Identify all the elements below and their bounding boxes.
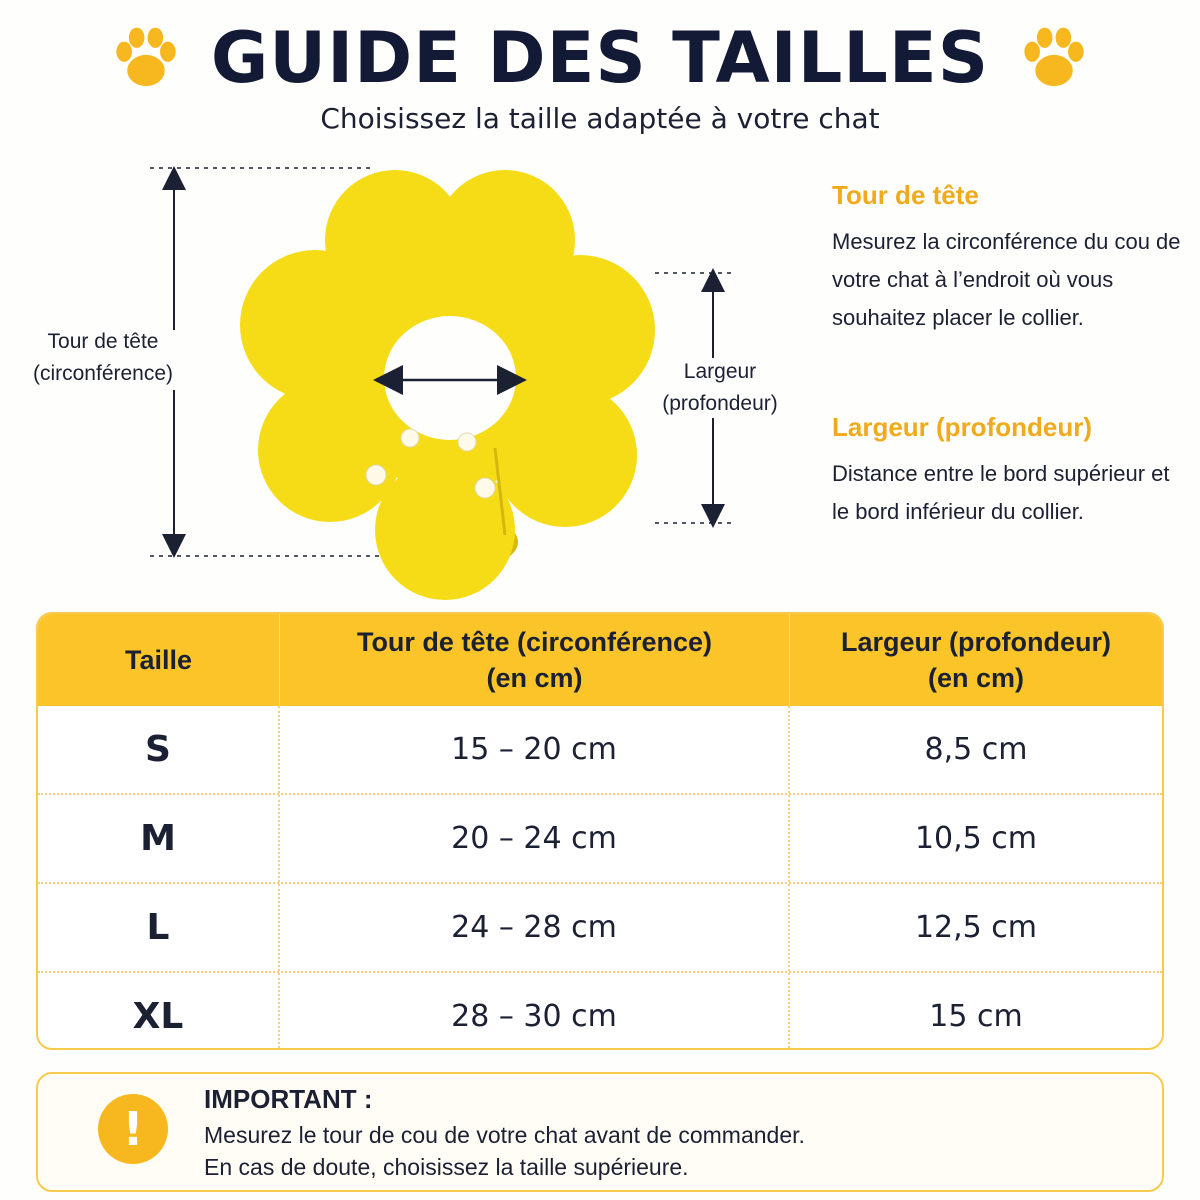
size-cell: XL <box>38 973 280 1050</box>
header-width: Largeur (profondeur) (en cm) <box>841 627 1111 693</box>
header-size: Taille <box>38 614 280 706</box>
description-title: Tour de tête <box>832 180 979 210</box>
width-cell: 10,5 cm <box>914 821 1038 856</box>
size-cell: L <box>38 884 280 971</box>
description-text: Distance entre le bord supérieur et le bord inférieur du collier. <box>832 461 1170 524</box>
header-circumference: Tour de tête (circonférence) (en cm) <box>280 614 790 706</box>
page-title: GUIDE DES TAILLES <box>210 17 990 99</box>
description-title: Largeur (profondeur) <box>832 412 1092 442</box>
width-cell: 8,5 cm <box>924 732 1028 767</box>
width-cell: 12,5 cm <box>914 910 1038 945</box>
table-row <box>38 706 1162 793</box>
important-line-1: Mesurez le tour de cou de votre chat avant de commander. <box>204 1122 805 1148</box>
table-row <box>38 882 1162 971</box>
collar-diagram <box>0 150 820 600</box>
important-line-2: En cas de doute, choisissez la taille supérieure. <box>204 1154 689 1180</box>
table-header <box>38 614 1162 706</box>
description-head-circumference <box>832 180 1182 337</box>
circumference-cell: 15 – 20 cm <box>280 706 790 793</box>
important-title: IMPORTANT : <box>204 1084 373 1114</box>
height-label: Tour de tête (circonférence) <box>32 330 174 385</box>
circumference-cell: 24 – 28 cm <box>280 884 790 971</box>
exclamation-icon: ! <box>98 1094 168 1164</box>
width-label: Largeur (profondeur) <box>662 360 778 415</box>
paw-icon <box>1015 19 1093 97</box>
table-row <box>38 971 1162 1050</box>
size-cell: M <box>38 795 280 882</box>
page-subtitle: Choisissez la taille adaptée à votre chat <box>320 102 880 135</box>
table-body <box>38 706 1162 1050</box>
circumference-cell: 20 – 24 cm <box>280 795 790 882</box>
description-width <box>832 412 1182 531</box>
important-notice <box>36 1072 1164 1192</box>
circumference-cell: 28 – 30 cm <box>280 973 790 1050</box>
title-row <box>0 8 1200 108</box>
size-cell: S <box>38 706 280 793</box>
description-text: Mesurez la circonférence du cou de votre chat à l’endroit où vous souhaitez placer le collier. <box>832 229 1181 330</box>
paw-icon <box>107 19 185 97</box>
width-cell: 15 cm <box>929 999 1023 1034</box>
size-table <box>36 612 1164 1050</box>
table-row <box>38 793 1162 882</box>
